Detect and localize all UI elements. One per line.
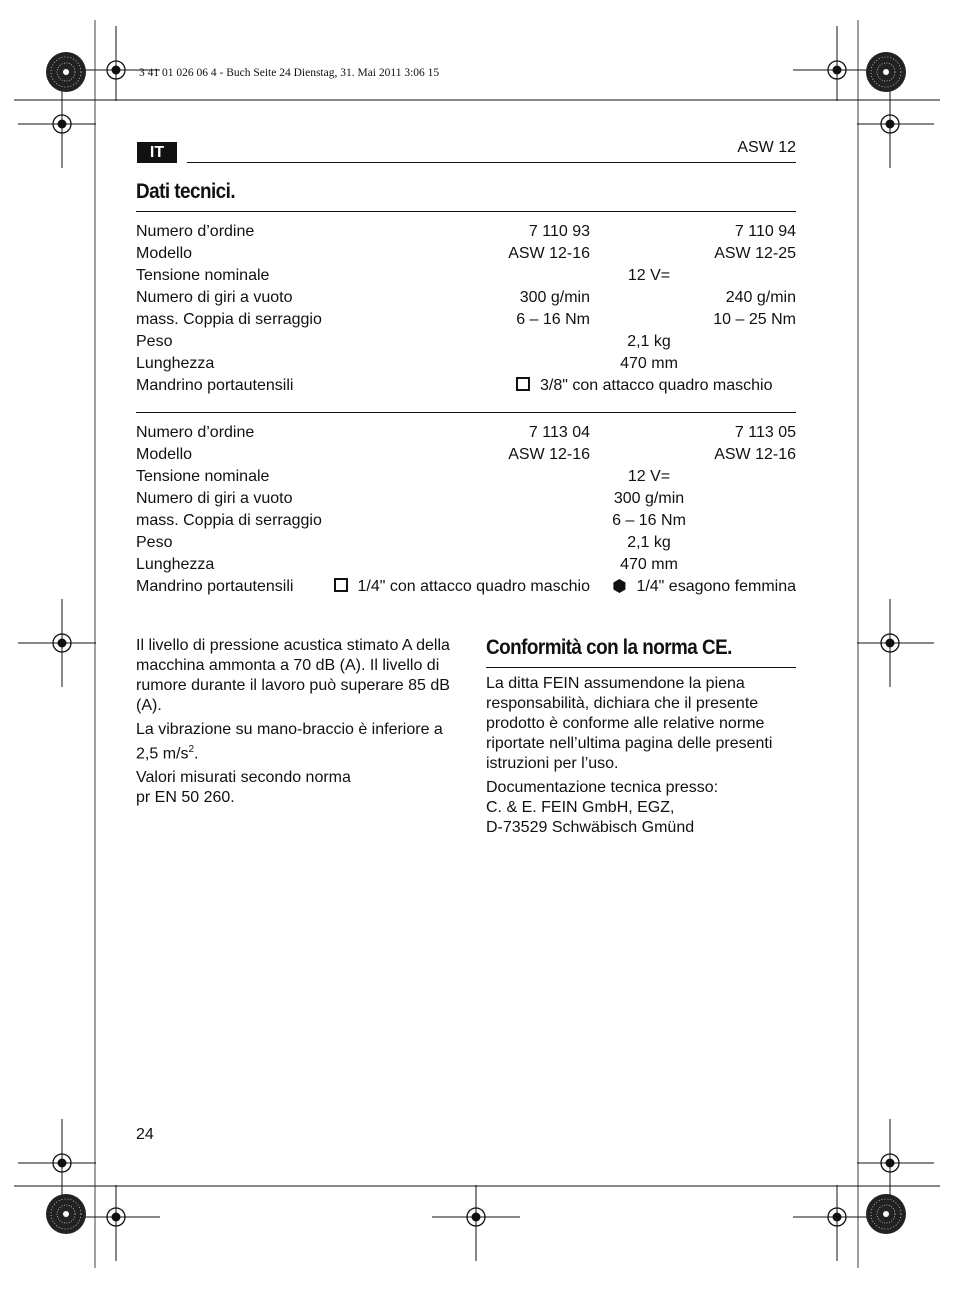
spec-value-shared: 12 V=	[627, 267, 671, 284]
spec-label: Numero di giri a vuoto	[136, 490, 293, 507]
registration-star-icon	[866, 52, 906, 92]
spec-value-model-1: ASW 12-16	[508, 245, 590, 262]
spec-value-shared: 300 g/min	[613, 490, 685, 507]
registration-star-icon	[46, 1194, 86, 1234]
spec-value-model-2: 7 113 05	[734, 424, 796, 441]
spec-row	[136, 243, 796, 265]
spec-label: mass. Coppia di serraggio	[136, 512, 322, 529]
spec-row	[136, 287, 796, 309]
spec-row	[136, 422, 796, 444]
spec-label: Peso	[136, 333, 173, 350]
spec-row	[136, 554, 796, 576]
header-model: ASW 12	[737, 139, 796, 156]
spec-row	[136, 510, 796, 532]
spec-value-model-2: 10 – 25 Nm	[713, 311, 796, 328]
spec-value-model-2: ASW 12-16	[714, 446, 796, 463]
spec-value-model-1: 7 113 04	[528, 424, 590, 441]
spec-value-model-1: 7 110 93	[528, 223, 590, 240]
section-title-technical-data: Dati tecnici.	[136, 180, 236, 203]
spec-table-1	[136, 221, 796, 397]
square-drive-icon	[516, 377, 530, 391]
spec-value-shared: 3/8" con attacco quadro maschio	[516, 375, 772, 397]
spec-row	[136, 488, 796, 510]
spec-row-tool-chuck	[136, 375, 796, 397]
print-slug: 3 41 01 026 06 4 - Buch Seite 24 Dienstag, 31. Mai 2011 3:06 15	[139, 67, 440, 79]
spec-label: Numero d’ordine	[136, 424, 255, 441]
spec-value-model-1: 1/4" con attacco quadro maschio	[334, 576, 590, 598]
language-badge: IT	[137, 142, 177, 163]
spec-value-model-2: 240 g/min	[725, 289, 796, 306]
registration-crosshair-icon	[846, 599, 934, 687]
header-rule	[187, 162, 796, 163]
spec-label: Peso	[136, 534, 173, 551]
ce-declaration-paragraph: La ditta FEIN assumendone la piena responsabilità, dichiara che il presente prodotto è conforme alle relative norme riportate nell’ultima pagina delle presenti istruzioni per l’uso.	[486, 675, 773, 772]
registration-crosshair-icon	[18, 80, 106, 168]
spec-value-model-1: 300 g/min	[519, 289, 590, 306]
registration-crosshair-icon	[846, 80, 934, 168]
spec-label: Lunghezza	[136, 556, 215, 573]
spec-value-shared: 470 mm	[620, 355, 678, 372]
spec-row-tool-chuck	[136, 576, 796, 598]
spec-value-model-1: ASW 12-16	[508, 446, 590, 463]
spec-table-2	[136, 422, 796, 598]
registration-crosshair-icon	[18, 1119, 106, 1207]
spec-value-shared: 2,1 kg	[627, 534, 671, 551]
spec-label: Modello	[136, 245, 193, 262]
section-title-ce-conformity: Conformità con la norma CE.	[486, 636, 732, 659]
square-drive-icon	[334, 578, 348, 592]
spec-label: Tensione nominale	[136, 267, 270, 284]
section-rule	[136, 211, 796, 212]
section-rule	[486, 667, 796, 668]
noise-paragraph: Il livello di pressione acustica stimato A della macchina ammonta a 70 dB (A). Il livello di rumore durante il lavoro può superare 85 dB (A).	[136, 637, 450, 714]
spec-label: Tensione nominale	[136, 468, 270, 485]
spec-label: Mandrino portautensili	[136, 578, 294, 595]
spec-value-model-2: ASW 12-25	[714, 245, 796, 262]
spec-value-model-2: 1/4" esagono femmina	[612, 576, 796, 598]
spec-label: Modello	[136, 446, 193, 463]
vibration-paragraph: La vibrazione su mano-braccio è inferiore a 2,5 $m/s^2$.	[136, 721, 443, 763]
table-divider	[136, 412, 796, 413]
spec-value-shared: 470 mm	[620, 556, 678, 573]
spec-label: mass. Coppia di serraggio	[136, 311, 322, 328]
registration-star-icon	[46, 52, 86, 92]
page-number: 24	[136, 1126, 154, 1143]
registration-star-icon	[866, 1194, 906, 1234]
spec-row	[136, 444, 796, 466]
spec-row	[136, 265, 796, 287]
spec-value-model-2: 7 110 94	[734, 223, 796, 240]
spec-row	[136, 466, 796, 488]
spec-row	[136, 532, 796, 554]
spec-value-shared: 6 – 16 Nm	[612, 512, 686, 529]
spec-label: Numero di giri a vuoto	[136, 289, 293, 306]
hexagon-socket-icon	[612, 579, 626, 593]
spec-row	[136, 221, 796, 243]
ce-conformity-text	[486, 674, 798, 842]
registration-crosshair-icon	[846, 1119, 934, 1207]
spec-row	[136, 309, 796, 331]
spec-label: Lunghezza	[136, 355, 215, 372]
spec-row	[136, 353, 796, 375]
noise-vibration-text	[136, 636, 456, 812]
measurement-standard-paragraph: Valori misurati secondo norma pr EN 50 260.	[136, 769, 351, 807]
spec-row	[136, 331, 796, 353]
spec-label: Numero d’ordine	[136, 223, 255, 240]
registration-crosshair-icon	[18, 599, 106, 687]
technical-documentation-paragraph: Documentazione tecnica presso: C. & E. FEIN GmbH, EGZ, D-73529 Schwäbisch Gmünd	[486, 779, 719, 836]
spec-value-shared: 12 V=	[627, 468, 671, 485]
spec-value-shared: 2,1 kg	[627, 333, 671, 350]
spec-value-model-1: 6 – 16 Nm	[516, 311, 590, 328]
spec-label: Mandrino portautensili	[136, 377, 294, 394]
